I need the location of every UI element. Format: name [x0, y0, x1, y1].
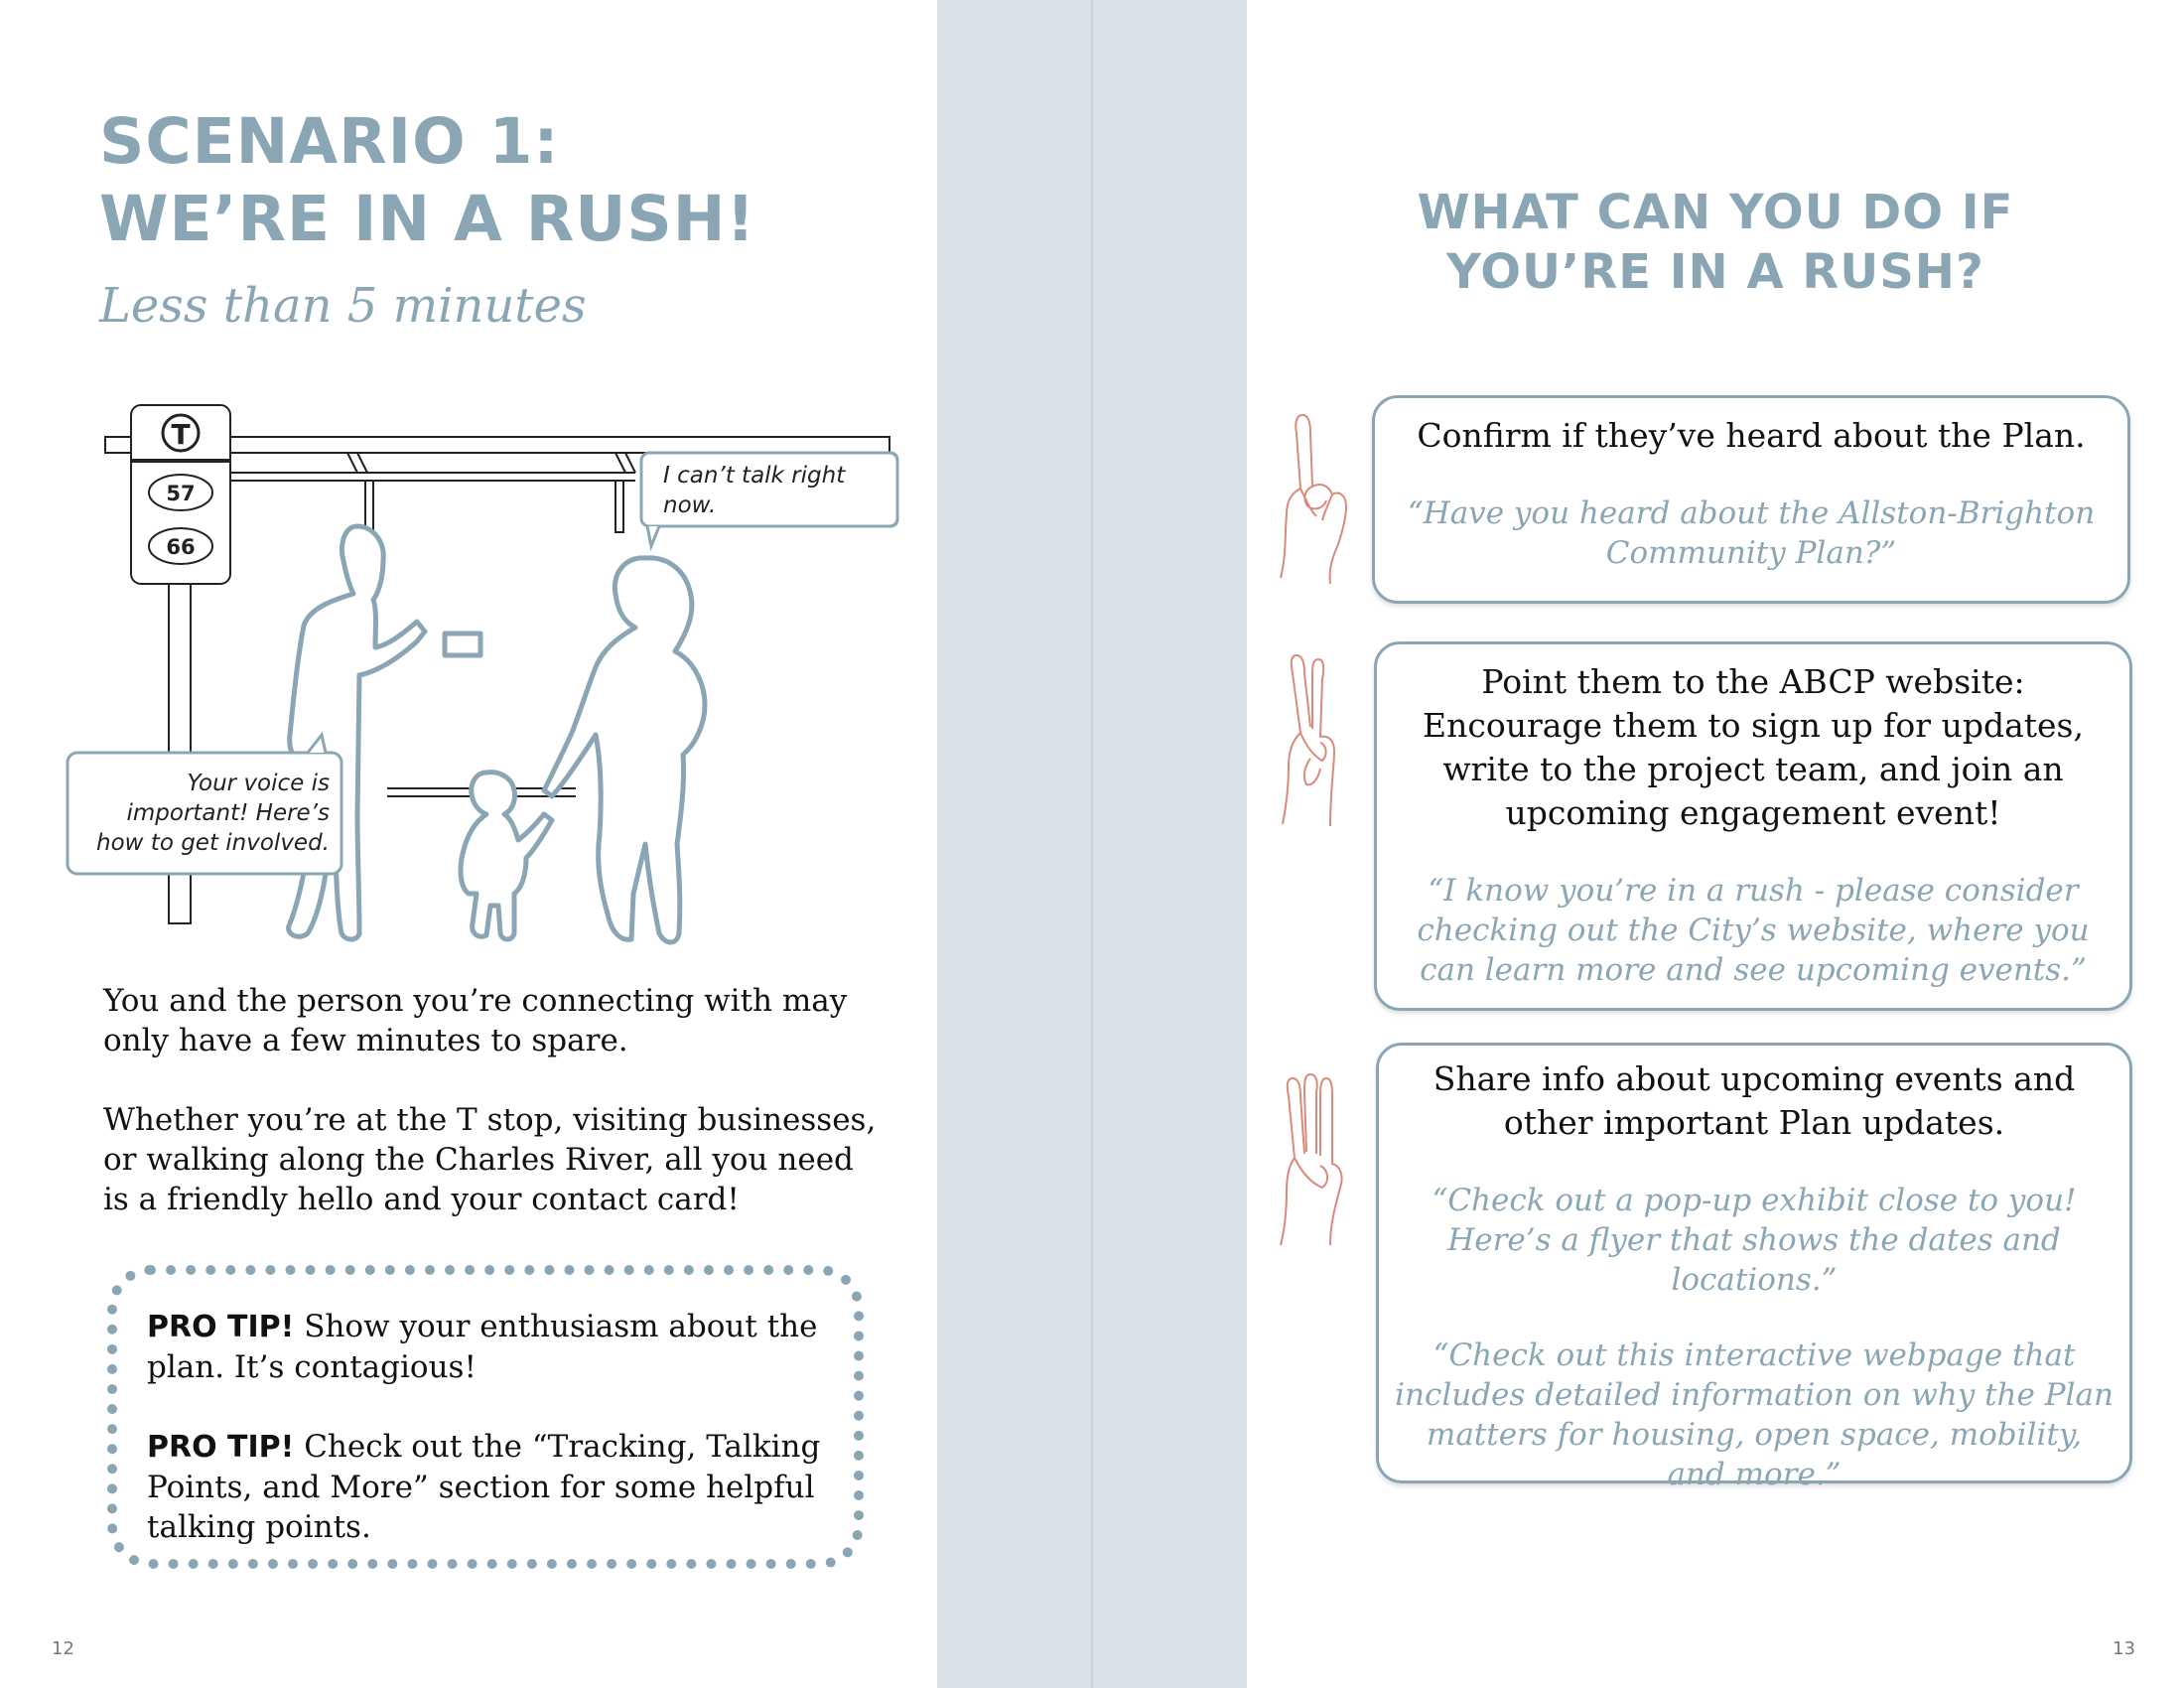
action-card-website: [1374, 641, 2132, 1011]
pro-tip-1-label: PRO TIP!: [147, 1310, 295, 1344]
pro-tip-1-text: Show your enthusiasm about the plan. It’s contagious!: [147, 1309, 818, 1385]
speech-right-text: I can’t talk right now.: [663, 463, 846, 518]
card-3-heading: Share info about upcoming events and other important Plan updates.: [1433, 1059, 2076, 1142]
one-finger-hand-icon: [1273, 409, 1358, 586]
intro-paragraph: You and the person you’re connecting with may only have a few minutes to spare.: [103, 983, 848, 1058]
card-2-heading: Point them to the ABCP website: Encourage them to sign up for updates, write to the project team, and join an upcoming engagement event!: [1423, 662, 2084, 832]
three-finger-hand-icon: [1275, 1070, 1360, 1247]
speech-left-text: Your voice is important! Here’s how to get involved.: [96, 771, 330, 856]
right-title-line-1: WHAT CAN YOU DO IF: [1417, 185, 2014, 240]
people-silhouettes: [289, 526, 705, 942]
scenario-subtitle: Less than 5 minutes: [99, 278, 587, 334]
card-1-quote: “Have you heard about the Allston-Brighton Community Plan?”: [1407, 495, 2096, 571]
scenario-title-line-2: WE’RE IN A RUSH!: [99, 183, 756, 255]
action-card-share-info: [1376, 1043, 2132, 1492]
right-page-title: [1247, 183, 2184, 302]
sign-logo-letter: T: [171, 418, 191, 451]
setting-paragraph: Whether you’re at the T stop, visiting businesses, or walking along the Charles River, all you need is a friendly hello and your contact card!: [103, 1102, 877, 1217]
pro-tip-2: [147, 1427, 824, 1547]
pro-tip-box: [107, 1265, 864, 1569]
route-66-label: 66: [166, 535, 196, 559]
page-number-right: 13: [2113, 1638, 2135, 1659]
page-number-left: 12: [52, 1638, 74, 1659]
woman-silhouette: [544, 558, 705, 942]
gutter-fold-line: [1091, 0, 1093, 1688]
pro-tip-1: [147, 1307, 824, 1387]
card-2-quote: “I know you’re in a rush - please consider checking out the City’s website, where you can learn more and see upcoming events.”: [1417, 873, 2090, 988]
card-1-heading: Confirm if they’ve heard about the Plan.: [1417, 416, 2086, 455]
scenario-title-line-1: SCENARIO 1:: [99, 105, 560, 178]
pro-tip-2-text: Check out the “Tracking, Talking Points, and More” section for some helpful talking points.: [147, 1429, 821, 1545]
two-finger-hand-icon: [1275, 651, 1360, 828]
route-57-label: 57: [166, 482, 196, 505]
contact-card: [445, 633, 480, 655]
scenario-title: [99, 103, 755, 258]
pro-tip-2-label: PRO TIP!: [147, 1430, 295, 1465]
man-silhouette: [289, 526, 425, 939]
right-title-line-2: YOU’RE IN A RUSH?: [1446, 244, 1984, 300]
card-3-quote-1: “Check out a pop-up exhibit close to you! Here’s a flyer that shows the dates and locations.”: [1432, 1183, 2077, 1298]
action-card-confirm: [1372, 395, 2130, 604]
card-3-quote-2: “Check out this interactive webpage that includes detailed information on why the Plan matters for housing, open space, mobility, and more.”: [1395, 1337, 2114, 1492]
